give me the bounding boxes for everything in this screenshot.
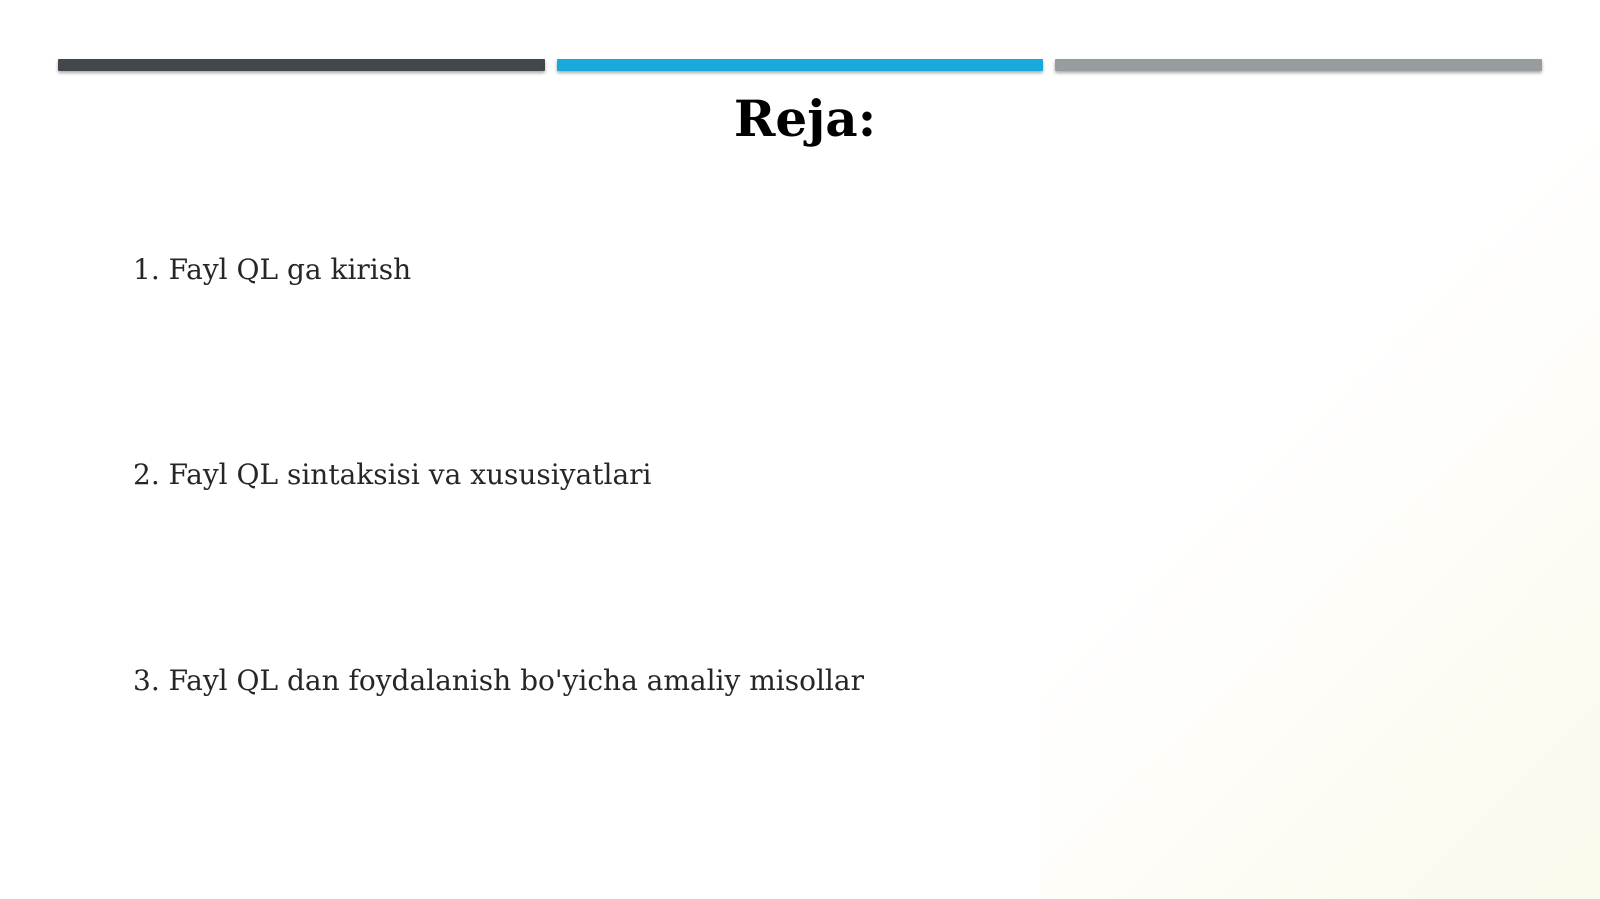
slide-title: Reja:: [733, 89, 877, 148]
header-bar-dark: [58, 59, 545, 71]
header-bar-accent: [557, 59, 1043, 71]
header-bar-gray: [1055, 59, 1542, 71]
plan-item-1: 1. Fayl QL ga kirish: [133, 253, 412, 286]
plan-item-3: 3. Fayl QL dan foydalanish bo'yicha amaliy misollar: [133, 664, 864, 697]
plan-item-2: 2. Fayl QL sintaksisi va xususiyatlari: [133, 458, 652, 491]
